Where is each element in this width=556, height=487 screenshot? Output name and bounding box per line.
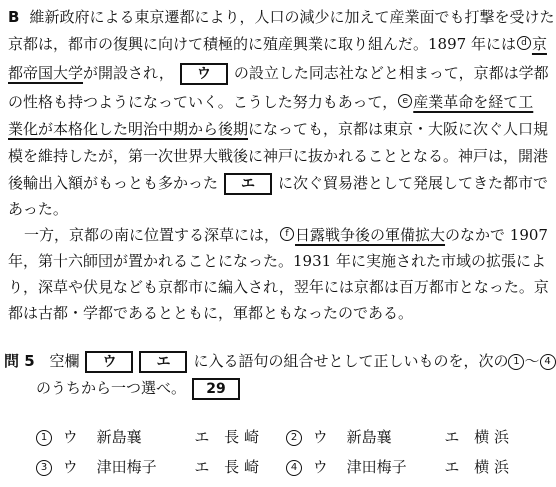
blank-box-u-ref: ウ <box>85 351 133 373</box>
passage-line-7 <box>8 172 548 194</box>
passage-text: 後輸出入額がもっとも多かった <box>8 174 219 192</box>
choice-value: 津田梅子 <box>346 458 407 476</box>
marker-d: d <box>517 36 531 50</box>
passage-text: り，深草や伏見なども京都市に編入され，翌年には京都は百万都市となった。京 <box>8 278 549 296</box>
choice-value: 長 崎 <box>224 458 259 476</box>
choice-label: ウ <box>312 458 328 476</box>
choice-label: エ <box>444 458 460 476</box>
range-end-number: 4 <box>540 354 556 370</box>
question-line-1 <box>4 350 556 372</box>
choice-value: 新島襄 <box>96 428 142 446</box>
passage-text: の性格も持つようになっていく。こうした努力もあって， <box>8 93 398 111</box>
underlined-text-e: 産業革命を経て工 <box>413 93 534 111</box>
passage-line-3 <box>8 62 549 84</box>
range-separator: 〜 <box>524 352 540 370</box>
question-label: 問 5 <box>4 352 35 370</box>
passage-text: の設立した同志社などと相まって，京都は学都 <box>233 64 549 82</box>
choice-value: 津田梅子 <box>96 458 157 476</box>
passage-text: あった。 <box>8 200 68 218</box>
question-text: 空欄 <box>49 352 80 370</box>
choice-4[interactable] <box>286 456 509 477</box>
passage-line-1 <box>8 6 554 28</box>
passage-line-6 <box>8 145 548 167</box>
underlined-text-e-cont: 業化が本格化した明治中期から後期 <box>8 120 249 138</box>
choice-label: エ <box>194 458 210 476</box>
section-mark: B <box>8 8 20 26</box>
passage-line-12 <box>8 302 413 324</box>
passage-line-8 <box>8 198 68 220</box>
passage-line-11 <box>8 276 549 298</box>
passage-line-4 <box>8 91 533 113</box>
blank-box-e: エ <box>224 173 272 195</box>
choice-label: ウ <box>312 428 328 446</box>
choice-label: エ <box>444 428 460 446</box>
passage-line-2 <box>8 33 547 55</box>
choice-number: 1 <box>36 430 52 446</box>
choice-3[interactable] <box>36 456 259 477</box>
choice-label: ウ <box>62 428 78 446</box>
passage-text: に次ぐ貿易港として発展してきた都市で <box>278 174 549 192</box>
passage-text: になっても，京都は東京・大阪に次ぐ人口規 <box>248 120 549 138</box>
choice-value: 新島襄 <box>346 428 392 446</box>
passage-text: 一方，京都の南に位置する深草には， <box>24 226 280 244</box>
choice-value: 横 浜 <box>474 428 509 446</box>
choice-label: ウ <box>62 458 78 476</box>
passage-text: のなかで 1907 <box>445 226 548 244</box>
choice-value: 横 浜 <box>474 458 509 476</box>
choice-number: 2 <box>286 430 302 446</box>
range-start-number: 1 <box>508 354 524 370</box>
passage-line-5 <box>8 118 548 140</box>
underlined-text-f: 日露戦争後の軍備拡大 <box>295 226 446 244</box>
choice-value: 長 崎 <box>224 428 259 446</box>
underlined-text-d: 京 <box>531 35 547 53</box>
choice-1[interactable] <box>36 426 259 447</box>
passage-text: 模を維持したが，第一次世界大戦後に神戸に抜かれることとなる。神戸は，開港 <box>8 147 549 165</box>
passage-text: 年，第十六師団が置かれることになった。1931 年に実施された市域の拡張によ <box>8 252 546 270</box>
choice-label: エ <box>194 428 210 446</box>
passage-text: が開設され， <box>83 64 174 82</box>
blank-box-u: ウ <box>180 63 228 85</box>
passage-text: 京都は，都市の復興に向けて積極的に殖産興業に取り組んだ。1897 年には <box>8 35 516 53</box>
passage-text: 維新政府による東京遷都により，人口の減少に加えて産業面でも打撃を受けた <box>29 8 555 26</box>
answer-number-box: 29 <box>192 378 240 400</box>
marker-f: f <box>280 227 294 241</box>
question-text: に入る語句の組合せとして正しいものを，次の <box>193 352 509 370</box>
question-text: のうちから一つ選べ。 <box>36 379 187 397</box>
marker-e: e <box>398 94 412 108</box>
blank-box-e-ref: エ <box>139 351 187 373</box>
passage-text: 都は古都・学都であるとともに，軍都ともなったのである。 <box>8 304 414 322</box>
choice-number: 4 <box>286 460 302 476</box>
underlined-text-d-cont: 都帝国大学 <box>8 64 84 82</box>
passage-line-9 <box>24 224 548 246</box>
question-line-2 <box>36 377 246 399</box>
choice-2[interactable] <box>286 426 509 447</box>
passage-line-10 <box>8 250 546 272</box>
choice-number: 3 <box>36 460 52 476</box>
